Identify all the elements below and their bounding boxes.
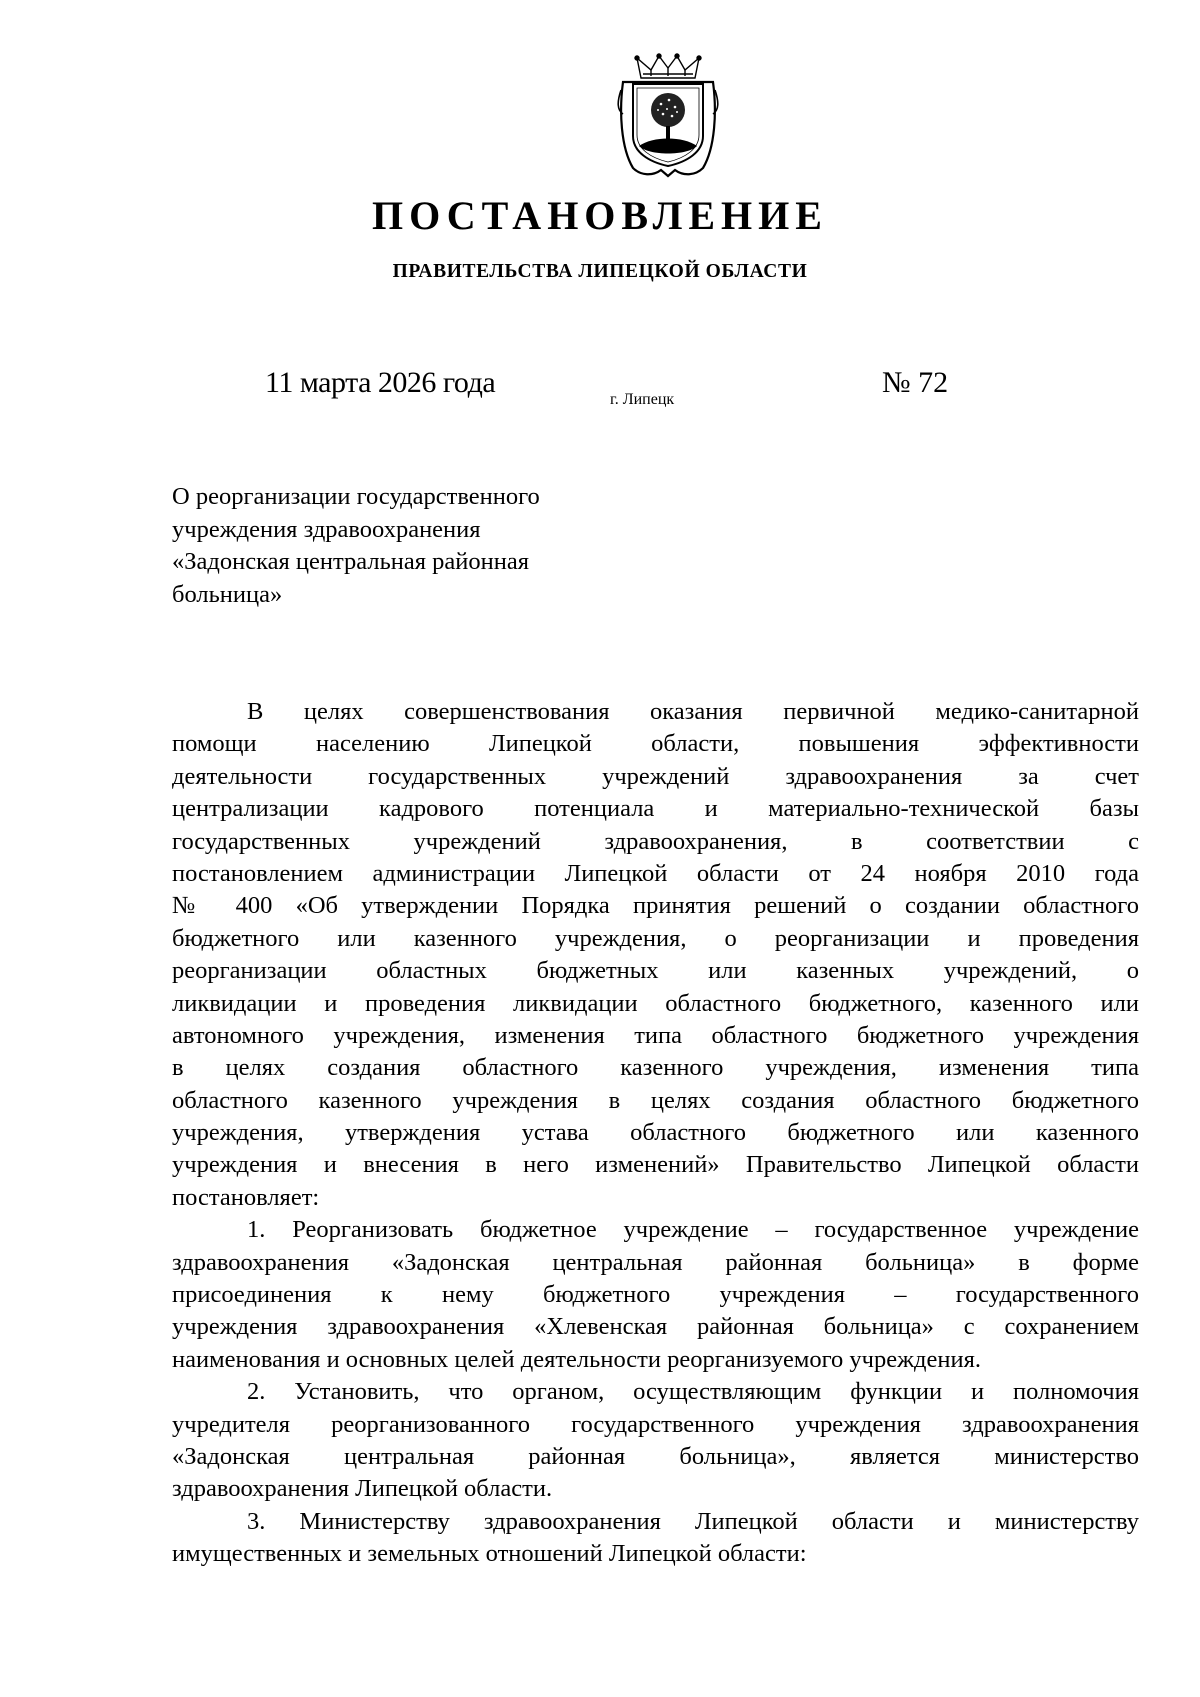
body-line: ликвидации и проведения ликвидации областного бюджетного, казенного или <box>172 989 1139 1017</box>
body-line: учредителя реорганизованного государственного учреждения здравоохранения <box>172 1410 1139 1438</box>
body-line: присоединения к нему бюджетного учреждения – государственного <box>172 1281 1139 1309</box>
body-line: здравоохранения Липецкой области. <box>172 1475 553 1503</box>
body-line: «Задонская центральная районная больница», является министерство <box>172 1442 1139 1470</box>
body-line: автономного учреждения, изменения типа областного бюджетного учреждения <box>172 1021 1139 1049</box>
body-line: наименования и основных целей деятельности реорганизуемого учреждения. <box>172 1345 982 1373</box>
document-subject <box>172 481 772 611</box>
body-line: № 400 «Об утверждении Порядка принятия решений о создании областного <box>172 892 1139 920</box>
subject-line: больница» <box>172 580 283 608</box>
body-line: деятельности государственных учреждений здравоохранения за счет <box>172 762 1139 790</box>
subject-line: учреждения здравоохранения <box>172 515 481 543</box>
issuing-authority: ПРАВИТЕЛЬСТВА ЛИПЕЦКОЙ ОБЛАСТИ <box>392 261 808 282</box>
body-line: 1. Реорганизовать бюджетное учреждение – государственное учреждение <box>247 1216 1139 1244</box>
body-line: реорганизации областных бюджетных или казенных учреждений, о <box>172 957 1139 985</box>
document-body <box>172 696 1139 1571</box>
document-city: г. Липецк <box>610 391 675 408</box>
body-line: бюджетного или казенного учреждения, о реорганизации и проведения <box>172 924 1139 952</box>
body-line: учреждения и внесения в него изменений» Правительство Липецкой области <box>172 1151 1139 1179</box>
body-line: учреждения здравоохранения «Хлевенская районная больница» с сохранением <box>172 1313 1139 1341</box>
body-line: государственных учреждений здравоохранения, в соответствии с <box>172 827 1139 855</box>
document-date: 11 марта 2026 года <box>265 366 496 399</box>
body-line: централизации кадрового потенциала и материально-технической базы <box>172 795 1139 823</box>
subject-line: О реорганизации государственного <box>172 483 540 510</box>
body-line: помощи населению Липецкой области, повышения эффективности <box>172 730 1139 758</box>
body-line: здравоохранения «Задонская центральная районная больница» в форме <box>172 1248 1139 1276</box>
subject-line: «Задонская центральная районная <box>172 548 529 575</box>
body-line: 3. Министерству здравоохранения Липецкой области и министерству <box>247 1507 1139 1535</box>
document-title: ПОСТАНОВЛЕНИЕ <box>372 193 828 238</box>
body-line: В целях совершенствования оказания первичной медико-санитарной <box>247 698 1139 725</box>
document-number: № 72 <box>882 366 949 399</box>
body-line: учреждения, утверждения устава областного бюджетного или казенного <box>172 1119 1139 1147</box>
body-line: постановляет: <box>172 1183 320 1211</box>
body-line: постановлением администрации Липецкой области от 24 ноября 2010 года <box>172 859 1139 887</box>
coat-of-arms-emblem <box>617 52 720 180</box>
body-line: в целях создания областного казенного учреждения, изменения типа <box>172 1054 1139 1082</box>
body-line: имущественных и земельных отношений Липецкой области: <box>172 1540 807 1568</box>
body-line: 2. Установить, что органом, осуществляющим функции и полномочия <box>247 1378 1139 1406</box>
body-line: областного казенного учреждения в целях создания областного бюджетного <box>172 1086 1139 1114</box>
